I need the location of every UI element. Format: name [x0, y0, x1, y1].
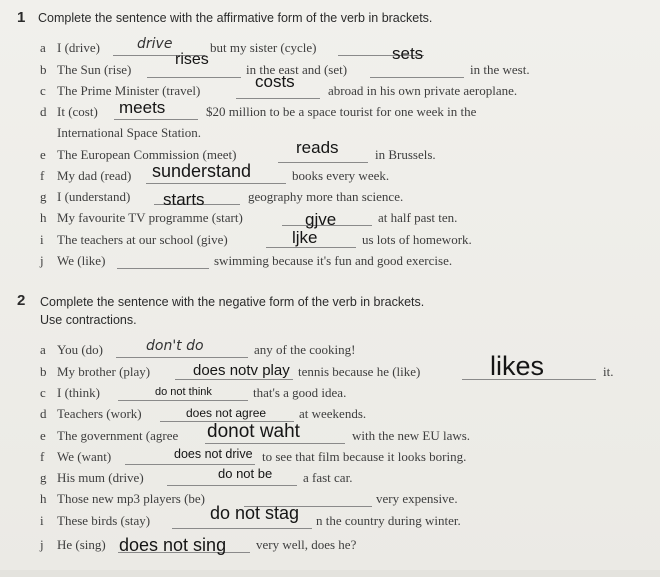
- ex2-item-g: g His mum (drive): [40, 470, 144, 485]
- ex2-item-c: c I (think): [40, 385, 100, 400]
- ex1-item-e: e The European Commission (meet): [40, 147, 237, 162]
- exercise-2-number: 2: [17, 292, 26, 309]
- ex2-item-d: d Teachers (work): [40, 406, 142, 421]
- ex1-item-h: h My favourite TV programme (start): [40, 210, 243, 225]
- ex1-item-f: f My dad (read): [40, 168, 132, 183]
- ex2-answer-g[interactable]: do not be: [218, 466, 273, 481]
- exercise-2-instruction-2: Use contractions.: [40, 313, 137, 327]
- ex1-item-d: d It (cost): [40, 104, 98, 119]
- ex1-answer-h[interactable]: gjve: [305, 210, 337, 229]
- ex1-answer-d[interactable]: meets: [119, 98, 166, 117]
- ex1-answer-a2[interactable]: sets: [392, 44, 424, 63]
- exercise-1-number: 1: [17, 9, 26, 26]
- ex1-answer-f[interactable]: sunderstand: [152, 161, 252, 181]
- ex2-item-h: h Those new mp3 players (be): [40, 491, 206, 506]
- ex1-example-answer: drive: [137, 36, 173, 52]
- ex2-answer-i[interactable]: do not stag: [210, 503, 300, 523]
- ex1-answer-c[interactable]: costs: [255, 72, 295, 91]
- ex1-answer-i[interactable]: ljke: [292, 228, 318, 247]
- ex2-item-f: f We (want): [40, 449, 112, 464]
- exercise-2-instruction: Complete the sentence with the negative form of the verb in brackets.: [40, 295, 425, 309]
- ex2-answer-b2[interactable]: likes: [490, 351, 545, 381]
- ex2-answer-f[interactable]: does not drive: [174, 447, 253, 461]
- ex1-item-b: b The Sun (rise): [40, 62, 132, 77]
- ex2-answer-j[interactable]: does not sing: [119, 535, 227, 555]
- ex1-item-c: c The Prime Minister (travel): [40, 83, 201, 98]
- ex1-answer-b[interactable]: rises: [175, 51, 209, 68]
- worksheet-page: 1 Complete the sentence with the affirmative form of the verb in brackets. a I (drive) drive but my sister (cycle) sets b The Sun (rise) rises in the east and (set) in the west. c The Prime Minister (travel) costs abroad in his own private aeroplane. d It (cost) meets $20 million to be a space tourist for one week in the International Space Station. e The European Commission (meet) reads in Brussels. f My dad (read) books every week. sunderstand g I (understand) starts geography more than science. h My favourite TV programme (start) gjve at half past ten. i The teachers at our school (give) ljke us lots of homework. j We (like) swimming because it's fun and good exercise. 2 Complete the sentence with the negative form of the verb in brackets. Use contractions. a You (do) don't do any of the cooking! b My brother (play) does notv play tennis because he (like) likes it. c I (think) do not think that's a good idea. d Teachers (work) does not agree at weekends. e The government (agree donot waht with the new EU laws. f We (want) does not drive to see that film because it looks boring. g His mum (drive) do not be a fast car. h Those new mp3 players (be) very expensive. i These birds (stay) do not stag n the country during winter. j He (sing) does not sing very well, does he?: [0, 0, 660, 577]
- ex2-item-i: i These birds (stay): [40, 513, 151, 528]
- ex2-example-answer: don't do: [146, 338, 204, 354]
- ex2-answer-b1[interactable]: does notv play: [193, 362, 290, 379]
- ex2-item-b: b My brother (play): [40, 364, 151, 379]
- ex1-answer-g[interactable]: starts: [163, 190, 205, 209]
- ex1-answer-e[interactable]: reads: [296, 138, 339, 157]
- exercise-1-instruction: Complete the sentence with the affirmative form of the verb in brackets.: [38, 11, 433, 25]
- ex1-item-g: g I (understand): [40, 189, 131, 204]
- ex2-answer-d[interactable]: does not agree: [186, 406, 267, 420]
- page-bottom-edge: [0, 570, 660, 577]
- ex1-item-j: j We (like): [40, 253, 106, 268]
- ex2-item-e: e The government (agree: [40, 428, 179, 443]
- ex1-item-i: i The teachers at our school (give): [40, 232, 228, 247]
- ex2-item-j: j He (sing): [40, 537, 106, 552]
- ex2-answer-e[interactable]: donot waht: [207, 421, 300, 442]
- ex2-answer-c[interactable]: do not think: [155, 386, 212, 398]
- ex2-item-a: a You (do): [40, 342, 103, 357]
- ex1-item-a: a I (drive): [40, 40, 100, 55]
